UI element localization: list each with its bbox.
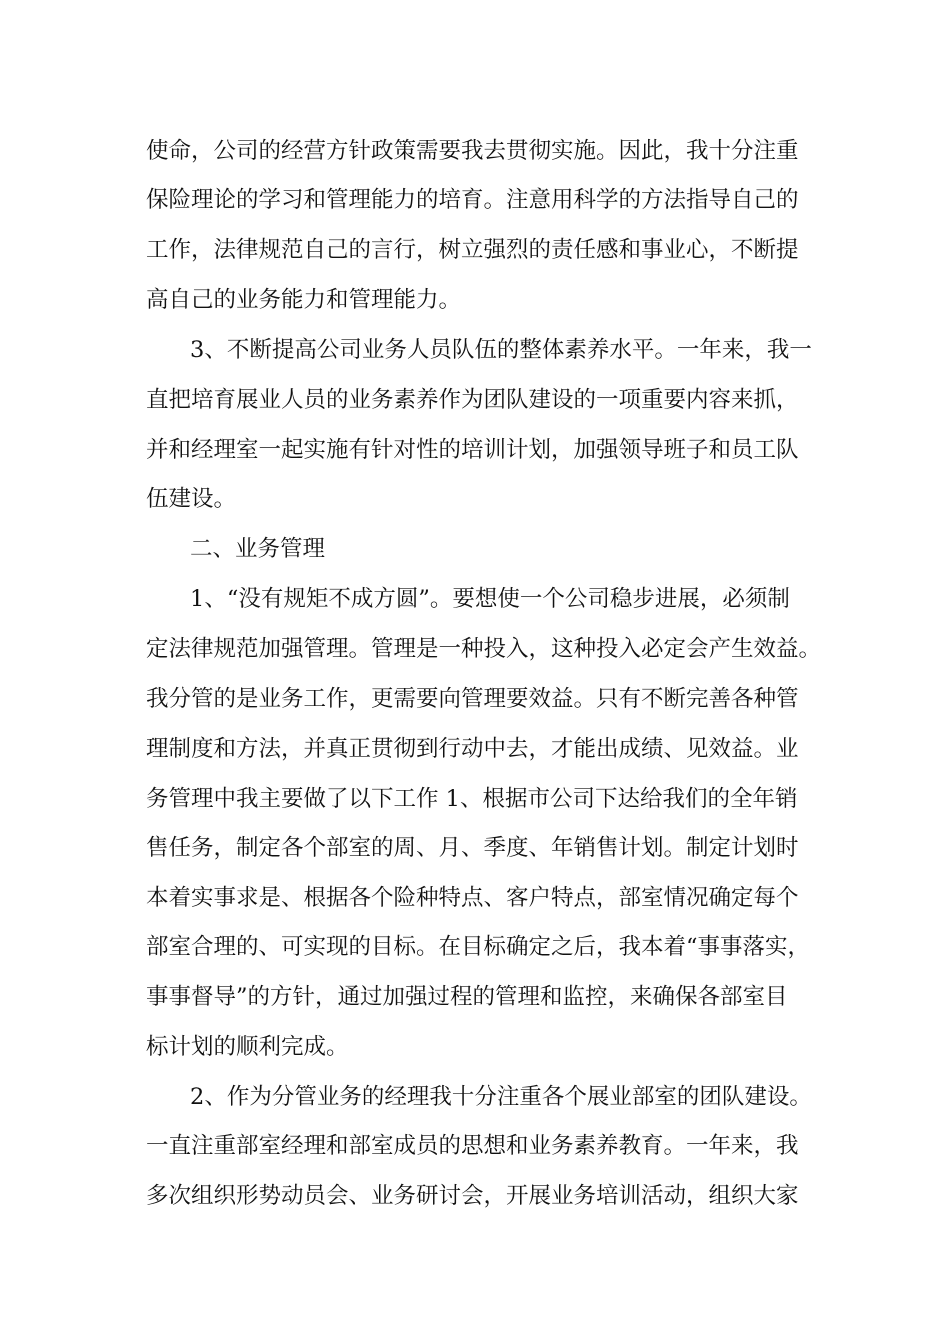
text-line: 3、不断提高公司业务人员队伍的整体素养水平。一年来，我一 bbox=[190, 337, 812, 363]
text-line: 2、作为分管业务的经理我十分注重各个展业部室的团队建设。 bbox=[190, 1084, 812, 1110]
text-line: 事事督导”的方针，通过加强过程的管理和监控，来确保各部室目 bbox=[146, 984, 788, 1010]
text-line: 伍建设。 bbox=[146, 486, 237, 512]
text-line: 使命，公司的经营方针政策需要我去贯彻实施。因此，我十分注重 bbox=[146, 138, 799, 164]
text-line: 售任务，制定各个部室的周、月、季度、年销售计划。制定计划时 bbox=[146, 835, 799, 861]
text-line: 工作，法律规范自己的言行，树立强烈的责任感和事业心，不断提 bbox=[146, 237, 799, 263]
text-line: 直把培育展业人员的业务素养作为团队建设的一项重要内容来抓， bbox=[146, 387, 799, 413]
text-line: 理制度和方法，并真正贯彻到行动中去，才能出成绩、见效益。业 bbox=[146, 736, 799, 762]
section-heading: 二、业务管理 bbox=[190, 536, 326, 562]
text-line: 部室合理的、可实现的目标。在目标确定之后，我本着“事事落实， bbox=[146, 934, 811, 960]
text-line: 保险理论的学习和管理能力的培育。注意用科学的方法指导自己的 bbox=[146, 187, 799, 213]
text-line: 多次组织形势动员会、业务研讨会，开展业务培训活动，组织大家 bbox=[146, 1183, 799, 1209]
text-line: 务管理中我主要做了以下工作 1、根据市公司下达给我们的全年销 bbox=[146, 786, 798, 812]
text-line: 标计划的顺利完成。 bbox=[146, 1034, 349, 1060]
text-line: 本着实事求是、根据各个险种特点、客户特点，部室情况确定每个 bbox=[146, 885, 799, 911]
text-line: 1、“没有规矩不成方圆”。要想使一个公司稳步进展，必须制 bbox=[190, 586, 790, 612]
text-line: 高自己的业务能力和管理能力。 bbox=[146, 287, 462, 313]
text-line: 我分管的是业务工作，更需要向管理要效益。只有不断完善各种管 bbox=[146, 686, 799, 712]
text-line: 定法律规范加强管理。管理是一种投入，这种投入必定会产生效益。 bbox=[146, 636, 822, 662]
text-line: 并和经理室一起实施有针对性的培训计划，加强领导班子和员工队 bbox=[146, 437, 799, 463]
text-line: 一直注重部室经理和部室成员的思想和业务素养教育。一年来，我 bbox=[146, 1133, 799, 1159]
